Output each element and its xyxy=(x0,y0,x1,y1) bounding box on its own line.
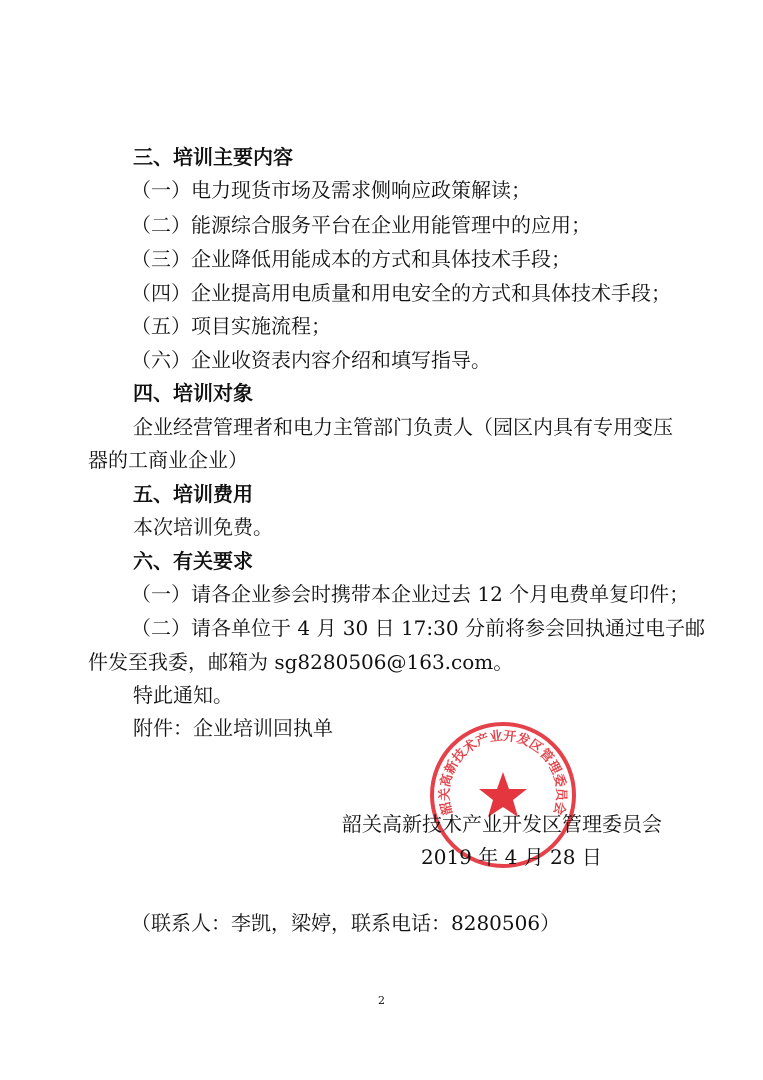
closing-notice: 特此通知。 xyxy=(133,683,233,707)
list-item: （五）项目实施流程； xyxy=(131,314,331,338)
list-item: （二）能源综合服务平台在企业用能管理中的应用； xyxy=(131,213,591,237)
signature-date: 2019 年 4 月 28 日 xyxy=(421,845,602,869)
list-item: （四）企业提高用电质量和用电安全的方式和具体技术手段； xyxy=(131,281,671,305)
paragraph-line: 器的工商业企业） xyxy=(88,448,248,472)
list-item: （一）电力现货市场及需求侧响应政策解读； xyxy=(131,178,531,202)
signature-org: 韶关高新技术产业开发区管理委员会 xyxy=(342,812,662,836)
section-heading-training-target: 四、培训对象 xyxy=(133,381,253,405)
contact-line: （联系人：李凯，梁婷，联系电话：8280506） xyxy=(131,911,561,935)
section-heading-training-content: 三、培训主要内容 xyxy=(133,145,293,169)
list-item: （六）企业收资表内容介绍和填写指导。 xyxy=(131,348,491,372)
seal-text: 韶关高新技术产业开发区管理委员会 xyxy=(437,728,569,817)
section-heading-requirements: 六、有关要求 xyxy=(133,549,253,573)
page-number: 2 xyxy=(378,994,385,1007)
section-heading-training-fee: 五、培训费用 xyxy=(133,482,253,506)
paragraph-line: 企业经营管理者和电力主管部门负责人（园区内具有专用变压 xyxy=(133,415,673,439)
list-item: （三）企业降低用能成本的方式和具体技术手段； xyxy=(131,247,571,271)
list-item: （二）请各单位于 4 月 30 日 17:30 分前将参会回执通过电子邮 xyxy=(131,616,705,640)
paragraph-line: 件发至我委，邮箱为 sg8280506@163.com。 xyxy=(88,650,514,674)
list-item: （一）请各企业参会时携带本企业过去 12 个月电费单复印件； xyxy=(131,582,690,606)
attachment-line: 附件：企业培训回执单 xyxy=(133,716,333,740)
paragraph-line: 本次培训免费。 xyxy=(133,515,273,539)
